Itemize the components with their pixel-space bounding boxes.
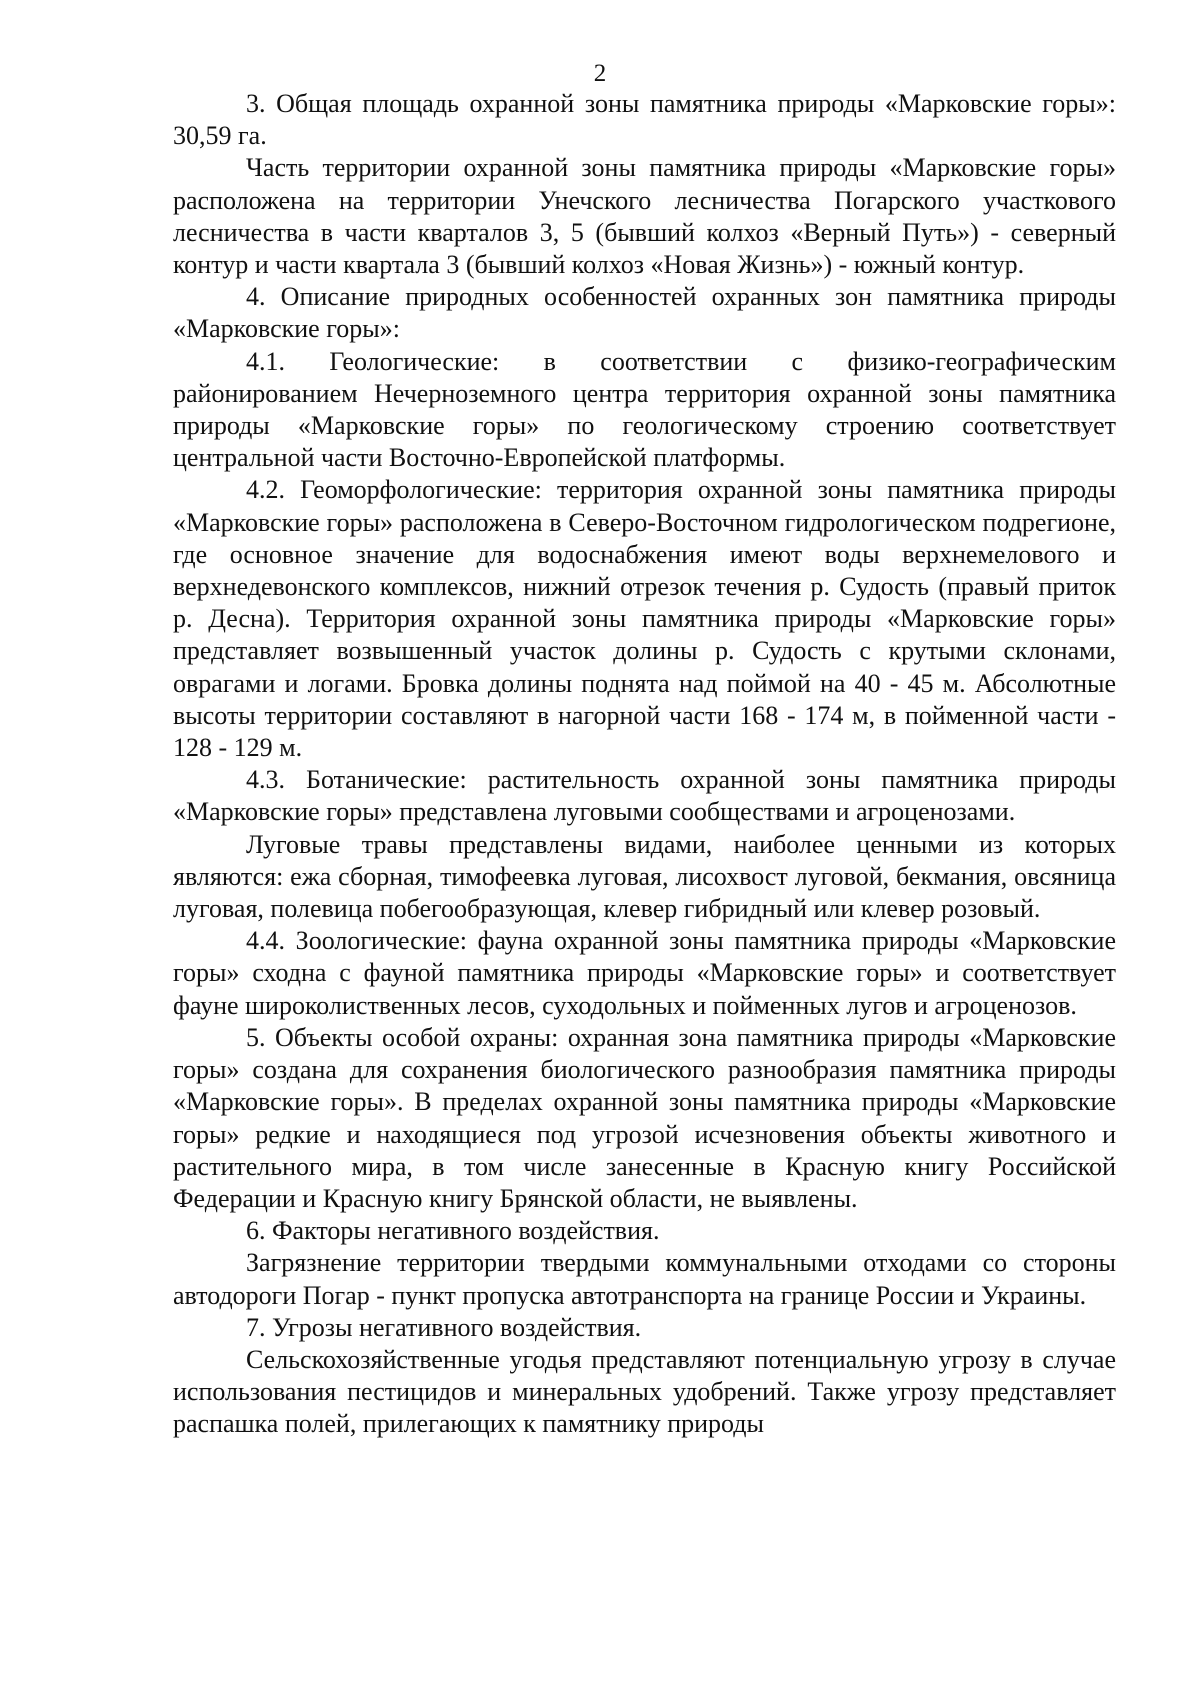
paragraph-agricultural-threat: Сельскохозяйственные угодья представляют потенциальную угрозу в случае использования пестицидов и минеральных удобрений. Также угрозу представляет распашка полей, прилегающих к памятнику природы xyxy=(173,1344,1116,1439)
paragraph-total-area: 3. Общая площадь охранной зоны памятника природы «Марковские горы»: 30,59 га. xyxy=(173,89,1116,151)
paragraph-protection-objects: 5. Объекты особой охраны: охранная зона памятника природы «Марковские горы» создана для сохранения биологического разнообразия памятника природы «Марковские горы». В пределах охранной зоны памятника природы «Марковские горы» редкие и находящиеся под угрозой исчезновения объекты животного и растительного мира, в том числе занесенные в Красную книгу Российской Федерации и Красную книгу Брянской области, не выявлены. xyxy=(173,1022,1116,1213)
paragraph-pollution: Загрязнение территории твердыми коммунальными отходами со стороны автодороги Погар - пункт пропуска автотранспорта на границе России и Украины. xyxy=(173,1248,1116,1310)
paragraph-geological: 4.1. Геологические: в соответствии с физико-географическим районированием Нечерноземного центра территория охранной зоны памятника природы «Марковские горы» по геологическому строению соответствует центральной части Восточно-Европейской платформы. xyxy=(173,346,1116,473)
paragraph-meadow-grasses: Луговые травы представлены видами, наиболее ценными из которых являются: ежа сборная, тимофеевка луговая, лисохвост луговой, бекмания, овсяница луговая, полевица побегообразующая, клевер гибридный или клевер розовый. xyxy=(173,829,1116,924)
page-number: 2 xyxy=(593,60,607,87)
paragraph-territory-location: Часть территории охранной зоны памятника природы «Марковские горы» расположена на территории Унечского лесничества Погарского участкового лесничества в части кварталов 3, 5 (бывший колхоз «Верный Путь») - северный контур и части квартала 3 (бывший колхоз «Новая Жизнь») - южный контур. xyxy=(173,153,1116,280)
paragraph-botanical: 4.3. Ботанические: растительность охранной зоны памятника природы «Марковские горы» представлена луговыми сообществами и агроценозами. xyxy=(173,765,1116,827)
paragraph-negative-factors-heading: 6. Факторы негативного воздействия. xyxy=(246,1216,660,1246)
paragraph-geomorphological: 4.2. Геоморфологические: территория охранной зоны памятника природы «Марковские горы» расположена в Северо-Восточном гидрологическом подрегионе, где основное значение для водоснабжения имеют воды верхнемелового и верхнедевонского комплексов, нижний отрезок течения р. Судость (правый приток р. Десна). Территория охранной зоны памятника природы «Марковские горы» представляет возвышенный участок долины р. Судость с крутыми склонами, оврагами и логами. Бровка долины поднята над поймой на 40 - 45 м. Абсолютные высоты территории составляют в нагорной части 168 - 174 м, в пойменной части - 128 - 129 м. xyxy=(173,475,1116,763)
paragraph-threats-heading: 7. Угрозы негативного воздействия. xyxy=(246,1312,642,1342)
paragraph-zoological: 4.4. Зоологические: фауна охранной зоны памятника природы «Марковские горы» сходна с фауной памятника природы «Марковские горы» и соответствует фауне широколиственных лесов, суходольных и пойменных лугов и агроценозов. xyxy=(173,926,1116,1020)
document-body xyxy=(173,88,1116,1441)
paragraph-natural-features-heading: 4. Описание природных особенностей охранных зон памятника природы «Марковские горы»: xyxy=(173,282,1116,344)
